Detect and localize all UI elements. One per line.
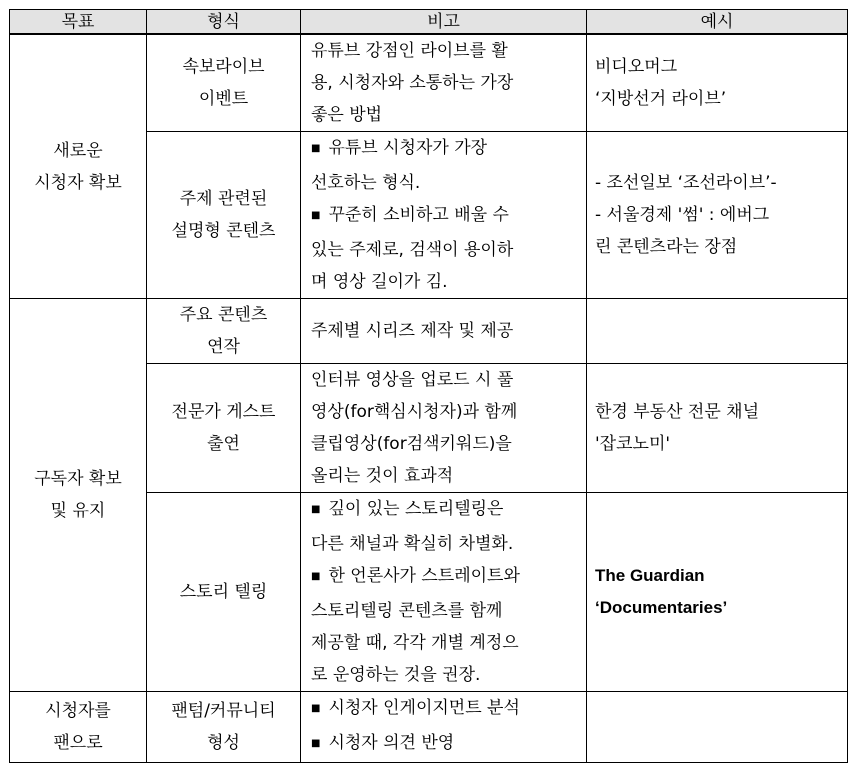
- table-row: [10, 34, 848, 132]
- format-cell: 주요 콘텐츠 연작: [147, 299, 301, 364]
- header-format: 형식: [147, 10, 301, 35]
- format-cell: 전문가 게스트 출연: [147, 364, 301, 493]
- table-row: [10, 299, 848, 364]
- header-goal: 목표: [10, 10, 147, 35]
- goal-fans: 시청자를 팬으로: [10, 692, 147, 763]
- format-cell: 팬텀/커뮤니티 형성: [147, 692, 301, 763]
- example-cell: 한경 부동산 전문 채널 '잡코노미': [587, 364, 848, 493]
- note-cell: 주제별 시리즈 제작 및 제공: [301, 299, 587, 364]
- format-cell: 스토리 텔링: [147, 493, 301, 692]
- goal-subscribers: 구독자 확보 및 유지: [10, 299, 147, 692]
- note-cell: ■ 시청자 인게이지먼트 분석 ■ 시청자 의견 반영: [301, 692, 587, 763]
- example-cell: 비디오머그 ‘지방선거 라이브’: [587, 34, 848, 132]
- note-cell: ■ 깊이 있는 스토리텔링은 다른 채널과 확실히 차별화. ■ 한 언론사가 스트레이트와 스토리텔링 콘텐츠를 함께 제공할 때, 각각 개별 계정으 로 운영하는 것을 권장.: [301, 493, 587, 692]
- content-strategy-table: [9, 9, 848, 763]
- example-cell: The Guardian ‘Documentaries’: [587, 493, 848, 692]
- example-cell: [587, 692, 848, 763]
- note-cell: 인터뷰 영상을 업로드 시 풀 영상(for핵심시청자)과 함께 클립영상(for검색키워드)을 올리는 것이 효과적: [301, 364, 587, 493]
- header-row: [10, 10, 848, 35]
- format-cell: 주제 관련된 설명형 콘텐츠: [147, 132, 301, 299]
- header-example: 예시: [587, 10, 848, 35]
- note-cell: 유튜브 강점인 라이브를 활 용, 시청자와 소통하는 가장 좋은 방법: [301, 34, 587, 132]
- example-cell: - 조선일보 ‘조선라이브’- - 서울경제 '썸' : 에버그 린 콘텐츠라는 장점: [587, 132, 848, 299]
- example-cell: [587, 299, 848, 364]
- goal-new-viewers: 새로운 시청자 확보: [10, 34, 147, 299]
- table-row: [10, 692, 848, 763]
- note-cell: ■ 유튜브 시청자가 가장 선호하는 형식. ■ 꾸준히 소비하고 배울 수 있는 주제로, 검색이 용이하 며 영상 길이가 김.: [301, 132, 587, 299]
- header-note: 비고: [301, 10, 587, 35]
- format-cell: 속보라이브 이벤트: [147, 34, 301, 132]
